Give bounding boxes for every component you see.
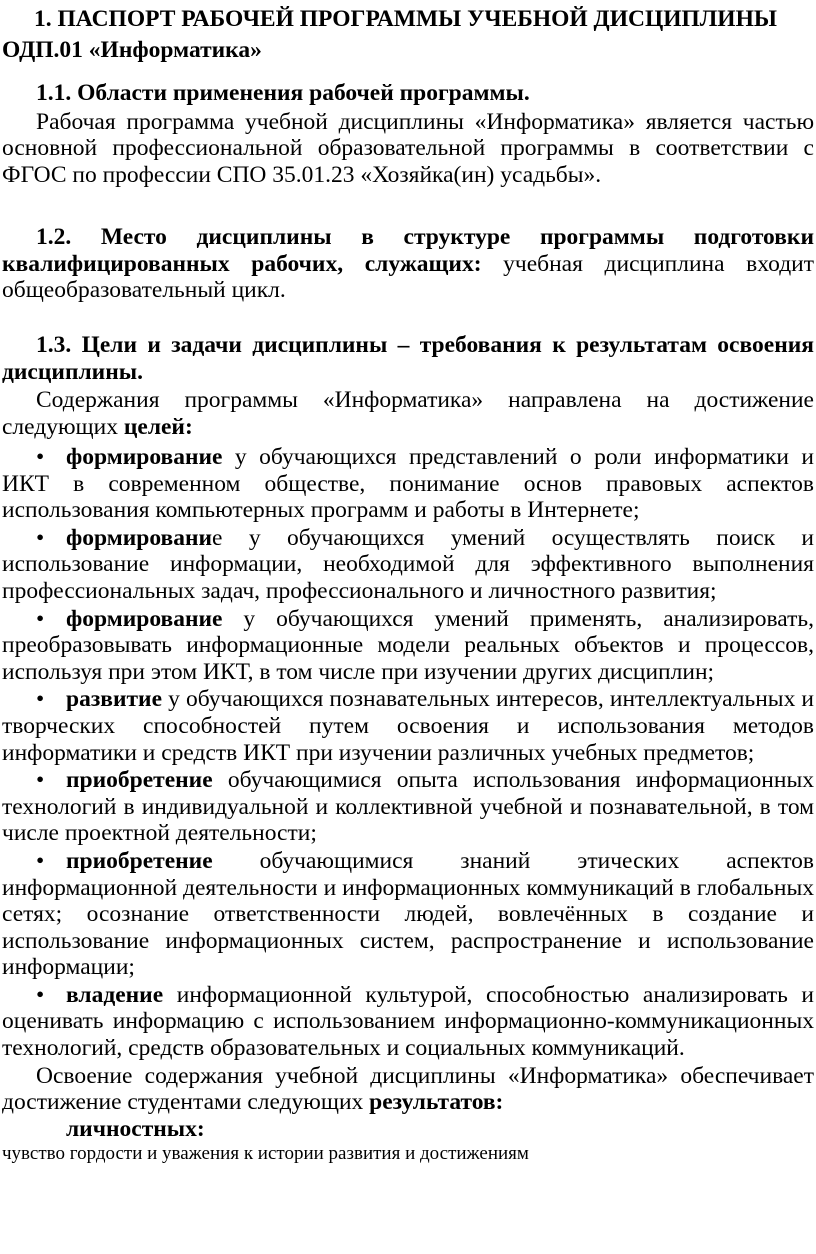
section-1-2-paragraph — [2, 224, 814, 304]
goal-item — [2, 848, 814, 981]
goal-item — [2, 767, 814, 847]
goal-item-text: у обучающихся познавательных интересов, интеллектуальных и творческих способностей путем освоения и использования методов информатики и средств ИКТ при изучении различных учебных предметов; — [2, 686, 814, 766]
goal-item-text: обучающимися опыта использования информационных технологий в индивидуальной и коллективной учебной и познавательной, в том числе проектной деятельности; — [2, 767, 814, 847]
section-1-1-heading: 1.1. Области применения рабочей программы. — [36, 80, 530, 106]
goal-item-text: у обучающихся представлений о роли информатики и ИКТ в современном обществе, понимание основ правовых аспектов использования компьютерных программ и работы в Интернете; — [2, 444, 814, 524]
goal-item — [2, 525, 814, 605]
goal-item-bold: владение — [66, 981, 164, 1008]
goal-item-bold: развитие — [66, 686, 163, 713]
section-1-3-intro — [2, 387, 814, 440]
closing-paragraph — [2, 1063, 814, 1116]
section-1-2-heading: 1.2. Место дисциплины в структуре программы подготовки квалифицированных рабочих, служащих: — [2, 224, 814, 277]
bullet-icon: • — [36, 981, 51, 1008]
closing-bold: результатов: — [369, 1089, 504, 1116]
goal-item-text: информационной культурой, способностью анализировать и оценивать информацию с использованием информационно-коммуникационных технологий, средств образовательных и социальных коммуникаций. — [2, 981, 814, 1062]
goal-item-bold: формирование — [66, 444, 223, 470]
title-line-2: ОДП.01 «Информатика» — [2, 37, 262, 63]
bullet-icon: • — [36, 847, 51, 874]
goal-item — [2, 982, 814, 1062]
bullet-icon: • — [36, 605, 51, 632]
goal-item-bold: формирование — [66, 605, 223, 632]
section-1-3-intro-text: Содержания программы «Информатика» направлена на достижение следующих — [2, 387, 814, 440]
section-1-1 — [2, 80, 814, 188]
closing-text: Освоение содержания учебной дисциплины «Информатика» обеспечивает достижение студентами следующих — [2, 1062, 814, 1116]
goal-item — [2, 444, 814, 524]
title-line-1: 1. ПАСПОРТ РАБОЧЕЙ ПРОГРАММЫ УЧЕБНОЙ ДИСЦИПЛИНЫ — [34, 6, 777, 32]
goal-item — [2, 686, 814, 766]
document-title — [0, 4, 812, 66]
goal-item — [2, 606, 814, 686]
goal-item-bold: формировани — [66, 524, 213, 551]
goal-item-text: у обучающихся умений применять, анализировать, преобразовывать информационные модели реальных объектов и процессов, используя при этом ИКТ, в том числе при изучении других дисциплин; — [2, 605, 814, 685]
personal-text: чувство гордости и уважения к истории развития и достижениям — [2, 1143, 529, 1165]
bullet-icon: • — [36, 686, 51, 713]
section-1-2-text: учебная дисциплина входит общеобразовательный цикл. — [2, 250, 814, 304]
personal-heading: личностных: — [66, 1115, 205, 1142]
bullet-icon: • — [36, 444, 51, 470]
goal-item-text: обучающимися знаний этических аспектов информационной деятельности и информационных коммуникаций в глобальных сетях; осознание ответственности людей, вовлечённых в создание и использование информационных систем, распространение и использование информации; — [2, 847, 814, 981]
section-1-2 — [2, 224, 814, 304]
bullet-icon: • — [36, 767, 51, 794]
section-1-1-text: Рабочая программа учебной дисциплины «Информатика» является частью основной профессиональной образовательной программы в соответствии с ФГОС по профессии СПО 35.01.23 «Хозяйка(ин) усадьбы». — [2, 108, 814, 188]
bullet-icon: • — [36, 524, 51, 551]
section-1-3-intro-bold: целей: — [123, 413, 193, 440]
section-1-3-heading: 1.3. Цели и задачи дисциплины – требования к результатам освоения дисциплины. — [2, 332, 814, 385]
goal-item-bold: приобретение — [66, 767, 213, 794]
goal-item-bold: приобретение — [66, 847, 213, 874]
goal-item-text: е у обучающихся умений осуществлять поиск и использование информации, необходимой для эффективного выполнения профессиональных задач, профессионального и личностного развития; — [2, 524, 814, 604]
section-1-3 — [2, 332, 814, 440]
goals-list — [2, 444, 814, 1166]
